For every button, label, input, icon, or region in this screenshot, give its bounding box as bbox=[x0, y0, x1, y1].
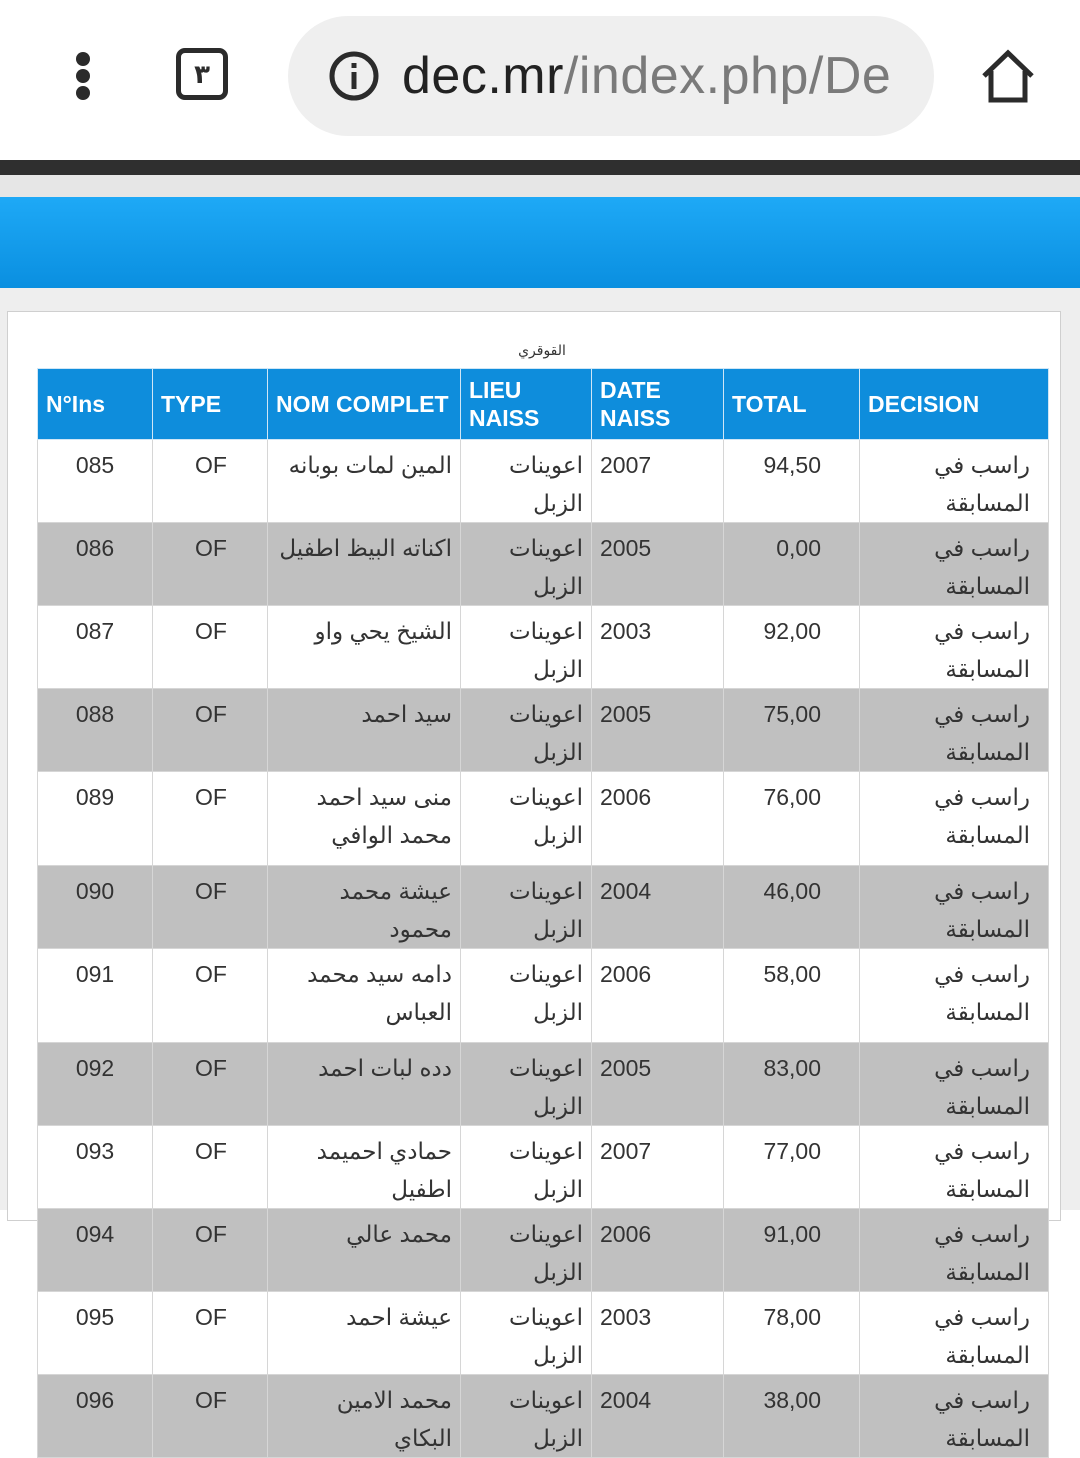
cell-nom-text: منى سيد احمد محمد الوافي bbox=[316, 784, 452, 848]
cell-decision bbox=[860, 440, 1049, 523]
header-lieu-line2: NAISS bbox=[469, 405, 540, 431]
cell-num-text: 095 bbox=[75, 1304, 115, 1330]
cell-nom-text: الشيخ يحي واو bbox=[314, 618, 452, 644]
cell-nom bbox=[268, 1375, 461, 1458]
table-row bbox=[38, 1209, 1049, 1292]
cell-decision bbox=[860, 1126, 1049, 1209]
cell-decision-text: راسب في المسابقة bbox=[934, 878, 1030, 942]
cell-lieu bbox=[461, 1209, 592, 1292]
header-num: N°Ins bbox=[38, 369, 153, 440]
cell-type-text: OF bbox=[195, 618, 227, 644]
cell-decision-text: راسب في المسابقة bbox=[934, 1387, 1030, 1451]
cell-date bbox=[592, 1292, 724, 1375]
cell-decision bbox=[860, 1043, 1049, 1126]
cell-num-text: 088 bbox=[75, 701, 115, 727]
cell-type bbox=[153, 523, 268, 606]
cell-type bbox=[153, 1209, 268, 1292]
cell-total-text: 77,00 bbox=[763, 1138, 821, 1164]
cell-decision-text: راسب في المسابقة bbox=[934, 784, 1030, 848]
cell-num bbox=[38, 1292, 153, 1375]
cell-type bbox=[153, 606, 268, 689]
site-banner bbox=[0, 197, 1080, 288]
cell-date-text: 2005 bbox=[600, 535, 652, 561]
cell-total-text: 83,00 bbox=[763, 1055, 821, 1081]
cell-total-text: 91,00 bbox=[763, 1221, 821, 1247]
cell-date bbox=[592, 866, 724, 949]
header-lieu bbox=[461, 369, 592, 440]
table-row bbox=[38, 523, 1049, 606]
cell-type-text: OF bbox=[195, 878, 227, 904]
cell-total bbox=[724, 606, 860, 689]
cell-decision bbox=[860, 689, 1049, 772]
table-header-row bbox=[38, 369, 1049, 440]
table-row bbox=[38, 606, 1049, 689]
table-caption: القوقري bbox=[518, 342, 566, 358]
cell-nom-text: عيشة احمد bbox=[346, 1304, 452, 1330]
cell-lieu bbox=[461, 1126, 592, 1209]
cell-num bbox=[38, 866, 153, 949]
home-icon[interactable] bbox=[978, 46, 1038, 106]
cell-date-text: 2004 bbox=[600, 1387, 652, 1413]
header-date bbox=[592, 369, 724, 440]
cell-lieu-text: اعوينات الزبل bbox=[509, 452, 583, 516]
cell-nom-text: عيشة محمد محمود bbox=[339, 878, 452, 942]
header-total: TOTAL bbox=[724, 369, 860, 440]
cell-date-text: 2003 bbox=[600, 1304, 652, 1330]
header-date-line2: NAISS bbox=[600, 405, 671, 431]
cell-nom-text: محمد الامين البكاي bbox=[336, 1387, 452, 1451]
cell-lieu bbox=[461, 866, 592, 949]
cell-total bbox=[724, 1209, 860, 1292]
cell-total bbox=[724, 523, 860, 606]
cell-total-text: 75,00 bbox=[763, 701, 821, 727]
cell-num-text: 090 bbox=[75, 878, 115, 904]
cell-nom bbox=[268, 866, 461, 949]
cell-type bbox=[153, 1043, 268, 1126]
cell-date-text: 2005 bbox=[600, 701, 652, 727]
url-path: /index.php/De bbox=[563, 47, 892, 105]
cell-nom bbox=[268, 440, 461, 523]
cell-lieu-text: اعوينات الزبل bbox=[509, 784, 583, 848]
cell-type bbox=[153, 1126, 268, 1209]
cell-nom-text: دده لبات احمد bbox=[318, 1055, 452, 1081]
cell-type-text: OF bbox=[195, 535, 227, 561]
cell-type-text: OF bbox=[195, 1055, 227, 1081]
table-row bbox=[38, 772, 1049, 866]
browser-toolbar bbox=[0, 0, 1080, 160]
cell-date bbox=[592, 1043, 724, 1126]
cell-num-text: 089 bbox=[75, 784, 115, 810]
cell-lieu bbox=[461, 1292, 592, 1375]
cell-total-text: 58,00 bbox=[763, 961, 821, 987]
cell-total-text: 46,00 bbox=[763, 878, 821, 904]
cell-type bbox=[153, 1375, 268, 1458]
cell-total bbox=[724, 1126, 860, 1209]
cell-date-text: 2004 bbox=[600, 878, 652, 904]
table-row bbox=[38, 949, 1049, 1043]
cell-type bbox=[153, 866, 268, 949]
cell-date bbox=[592, 689, 724, 772]
cell-type-text: OF bbox=[195, 1304, 227, 1330]
cell-num-text: 086 bbox=[75, 535, 115, 561]
cell-date bbox=[592, 1375, 724, 1458]
cell-decision bbox=[860, 866, 1049, 949]
cell-date bbox=[592, 440, 724, 523]
cell-lieu bbox=[461, 606, 592, 689]
cell-lieu bbox=[461, 689, 592, 772]
info-icon[interactable] bbox=[328, 50, 380, 102]
cell-type-text: OF bbox=[195, 1138, 227, 1164]
cell-total-text: 94,50 bbox=[763, 452, 821, 478]
cell-total bbox=[724, 1043, 860, 1126]
cell-lieu bbox=[461, 772, 592, 866]
cell-lieu-text: اعوينات الزبل bbox=[509, 1055, 583, 1119]
cell-nom bbox=[268, 772, 461, 866]
cell-total bbox=[724, 1292, 860, 1375]
cell-date bbox=[592, 772, 724, 866]
cell-nom bbox=[268, 1292, 461, 1375]
cell-lieu bbox=[461, 523, 592, 606]
cell-decision-text: راسب في المسابقة bbox=[934, 1138, 1030, 1202]
table-row bbox=[38, 1292, 1049, 1375]
cell-date-text: 2007 bbox=[600, 1138, 652, 1164]
table-row bbox=[38, 440, 1049, 523]
results-table bbox=[37, 368, 1049, 1458]
cell-total-text: 76,00 bbox=[763, 784, 821, 810]
cell-nom bbox=[268, 1126, 461, 1209]
cell-type-text: OF bbox=[195, 701, 227, 727]
cell-date bbox=[592, 1126, 724, 1209]
address-bar[interactable] bbox=[288, 16, 934, 136]
cell-type bbox=[153, 772, 268, 866]
cell-lieu bbox=[461, 440, 592, 523]
cell-nom bbox=[268, 1209, 461, 1292]
cell-num-text: 091 bbox=[75, 961, 115, 987]
cell-lieu-text: اعوينات الزبل bbox=[509, 878, 583, 942]
cell-num bbox=[38, 606, 153, 689]
cell-num bbox=[38, 689, 153, 772]
cell-lieu-text: اعوينات الزبل bbox=[509, 1221, 583, 1285]
cell-decision-text: راسب في المسابقة bbox=[934, 961, 1030, 1025]
more-vert-icon[interactable] bbox=[64, 46, 104, 106]
cell-decision-text: راسب في المسابقة bbox=[934, 535, 1030, 599]
cell-num bbox=[38, 1043, 153, 1126]
cell-date bbox=[592, 523, 724, 606]
cell-decision bbox=[860, 523, 1049, 606]
cell-total bbox=[724, 440, 860, 523]
cell-decision-text: راسب في المسابقة bbox=[934, 1055, 1030, 1119]
tab-switcher-button[interactable] bbox=[176, 48, 228, 100]
cell-total-text: 92,00 bbox=[763, 618, 821, 644]
cell-nom bbox=[268, 949, 461, 1043]
cell-date-text: 2006 bbox=[600, 961, 652, 987]
header-type: TYPE bbox=[153, 369, 268, 440]
url-host: dec.mr bbox=[402, 47, 564, 105]
cell-nom bbox=[268, 1043, 461, 1126]
cell-nom-text: محمد عالي bbox=[346, 1221, 452, 1247]
cell-total bbox=[724, 1375, 860, 1458]
table-row bbox=[38, 866, 1049, 949]
cell-decision bbox=[860, 949, 1049, 1043]
cell-decision-text: راسب في المسابقة bbox=[934, 701, 1030, 765]
cell-date bbox=[592, 949, 724, 1043]
cell-num-text: 096 bbox=[75, 1387, 115, 1413]
cell-lieu-text: اعوينات الزبل bbox=[509, 1387, 583, 1451]
cell-nom-text: حمادي احميمد اطفيل bbox=[316, 1138, 452, 1202]
cell-type bbox=[153, 689, 268, 772]
table-row bbox=[38, 1043, 1049, 1126]
cell-num-text: 085 bbox=[75, 452, 115, 478]
header-date-line1: DATE bbox=[600, 377, 661, 403]
cell-total-text: 78,00 bbox=[763, 1304, 821, 1330]
cell-lieu-text: اعوينات الزبل bbox=[509, 1304, 583, 1368]
cell-decision-text: راسب في المسابقة bbox=[934, 1221, 1030, 1285]
table-row bbox=[38, 1126, 1049, 1209]
cell-lieu-text: اعوينات الزبل bbox=[509, 618, 583, 682]
cell-nom bbox=[268, 689, 461, 772]
cell-num-text: 094 bbox=[75, 1221, 115, 1247]
cell-type bbox=[153, 949, 268, 1043]
cell-num bbox=[38, 523, 153, 606]
cell-decision bbox=[860, 1292, 1049, 1375]
cell-date-text: 2006 bbox=[600, 784, 652, 810]
cell-decision bbox=[860, 1209, 1049, 1292]
cell-num bbox=[38, 440, 153, 523]
toolbar-divider bbox=[0, 160, 1080, 175]
header-decision: DECISION bbox=[860, 369, 1049, 440]
cell-total-text: 0,00 bbox=[776, 535, 821, 561]
cell-decision-text: راسب في المسابقة bbox=[934, 618, 1030, 682]
cell-date bbox=[592, 606, 724, 689]
cell-total-text: 38,00 bbox=[763, 1387, 821, 1413]
header-lieu-line1: LIEU bbox=[469, 377, 522, 403]
cell-num bbox=[38, 1126, 153, 1209]
cell-nom bbox=[268, 606, 461, 689]
cell-date bbox=[592, 1209, 724, 1292]
cell-type bbox=[153, 440, 268, 523]
cell-type bbox=[153, 1292, 268, 1375]
table-row bbox=[38, 689, 1049, 772]
cell-lieu-text: اعوينات الزبل bbox=[509, 535, 583, 599]
cell-num bbox=[38, 772, 153, 866]
cell-decision bbox=[860, 606, 1049, 689]
cell-date-text: 2006 bbox=[600, 1221, 652, 1247]
cell-total bbox=[724, 772, 860, 866]
url-text[interactable] bbox=[402, 46, 891, 106]
cell-lieu bbox=[461, 949, 592, 1043]
cell-total bbox=[724, 689, 860, 772]
table-row bbox=[38, 1375, 1049, 1458]
cell-num-text: 087 bbox=[75, 618, 115, 644]
cell-nom-text: سيد احمد bbox=[361, 701, 452, 727]
cell-type-text: OF bbox=[195, 784, 227, 810]
cell-decision bbox=[860, 772, 1049, 866]
cell-nom-text: اكناته البيظ اطفيل bbox=[279, 535, 452, 561]
cell-total bbox=[724, 866, 860, 949]
cell-decision-text: راسب في المسابقة bbox=[934, 1304, 1030, 1368]
cell-decision bbox=[860, 1375, 1049, 1458]
cell-num bbox=[38, 1209, 153, 1292]
tab-count-label: ٣ bbox=[194, 58, 210, 89]
page-top-band bbox=[0, 175, 1080, 197]
cell-nom bbox=[268, 523, 461, 606]
cell-decision-text: راسب في المسابقة bbox=[934, 452, 1030, 516]
cell-lieu bbox=[461, 1043, 592, 1126]
cell-num bbox=[38, 949, 153, 1043]
cell-num bbox=[38, 1375, 153, 1458]
cell-type-text: OF bbox=[195, 452, 227, 478]
cell-lieu-text: اعوينات الزبل bbox=[509, 961, 583, 1025]
cell-type-text: OF bbox=[195, 1387, 227, 1413]
cell-num-text: 093 bbox=[75, 1138, 115, 1164]
cell-date-text: 2003 bbox=[600, 618, 652, 644]
cell-lieu bbox=[461, 1375, 592, 1458]
cell-num-text: 092 bbox=[75, 1055, 115, 1081]
cell-type-text: OF bbox=[195, 1221, 227, 1247]
cell-type-text: OF bbox=[195, 961, 227, 987]
cell-total bbox=[724, 949, 860, 1043]
cell-nom-text: المين لمات بوبانه bbox=[288, 452, 452, 478]
cell-date-text: 2007 bbox=[600, 452, 652, 478]
header-nom: NOM COMPLET bbox=[268, 369, 461, 440]
cell-lieu-text: اعوينات الزبل bbox=[509, 1138, 583, 1202]
cell-nom-text: دامه سيد محمد العباس bbox=[307, 961, 452, 1025]
cell-lieu-text: اعوينات الزبل bbox=[509, 701, 583, 765]
cell-date-text: 2005 bbox=[600, 1055, 652, 1081]
